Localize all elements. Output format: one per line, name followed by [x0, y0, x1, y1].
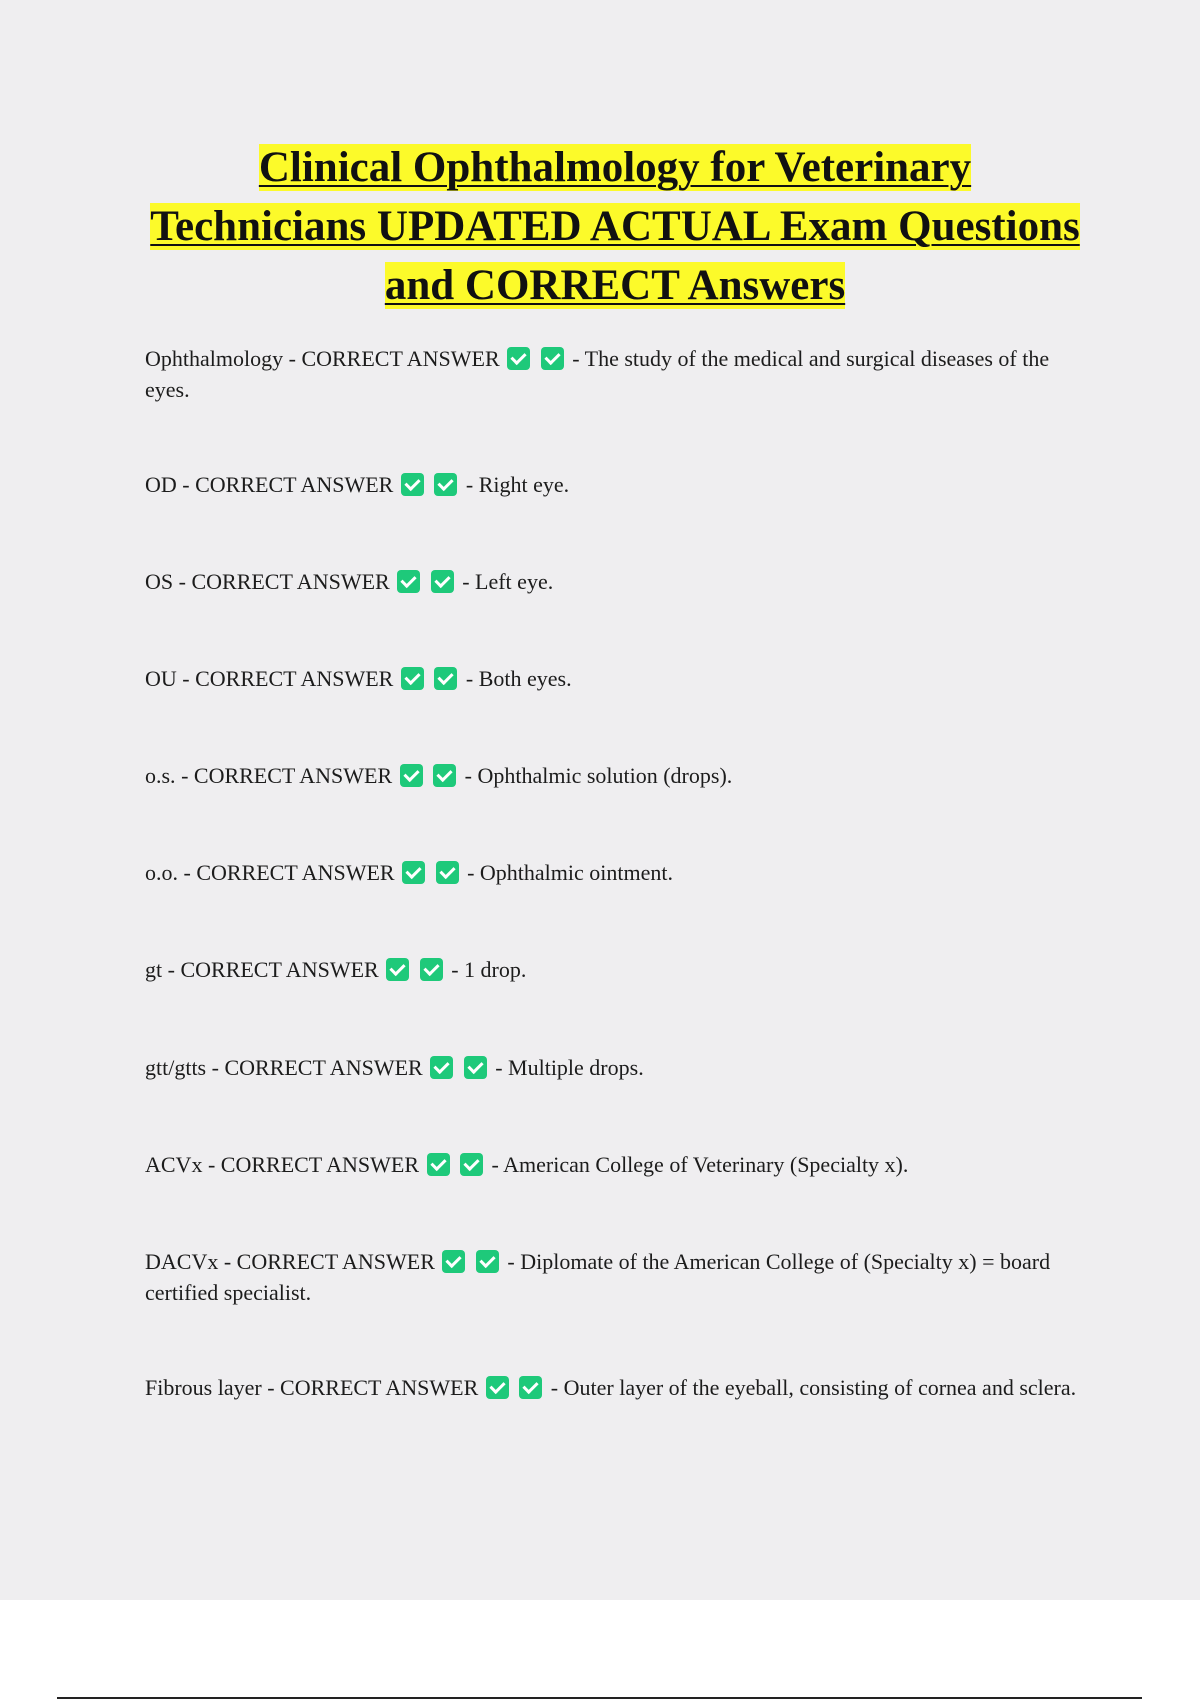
check-mark-icon — [433, 764, 456, 787]
entry-definition: Both eyes. — [478, 666, 572, 691]
check-mark-icon — [460, 1153, 483, 1176]
answer-marker: CORRECT ANSWER — [191, 569, 390, 594]
entry-definition: American College of Veterinary (Specialty x). — [503, 1152, 909, 1177]
answer-marker: CORRECT ANSWER — [180, 957, 379, 982]
answer-marker: CORRECT ANSWER — [196, 860, 395, 885]
entry-definition: The study of the medical and surgical diseases of the eyes. — [145, 346, 1050, 402]
qa-entry: gt - CORRECT ANSWER - 1 drop. — [145, 957, 527, 982]
entry-definition: Multiple drops. — [508, 1055, 644, 1080]
check-mark-icon — [400, 764, 423, 787]
qa-entry: ACVx - CORRECT ANSWER - American College of Veterinary (Specialty x). — [145, 1152, 909, 1177]
entry-term: o.o. — [145, 860, 178, 885]
check-mark-icon — [427, 1153, 450, 1176]
check-mark-icon — [519, 1376, 542, 1399]
qa-entry: Ophthalmology - CORRECT ANSWER - The study of the medical and surgical diseases of the eyes. — [145, 346, 1050, 402]
entry-term: OD — [145, 472, 177, 497]
check-mark-icon — [464, 1056, 487, 1079]
entry-term: gt — [145, 957, 163, 982]
answer-marker: CORRECT ANSWER — [195, 472, 394, 497]
answer-marker: CORRECT ANSWER — [280, 1375, 479, 1400]
check-mark-icon — [401, 473, 424, 496]
check-mark-icon — [420, 958, 443, 981]
qa-entry: OU - CORRECT ANSWER - Both eyes. — [145, 666, 572, 691]
entry-term: Fibrous layer — [145, 1375, 262, 1400]
check-mark-icon — [442, 1250, 465, 1273]
qa-entry: DACVx - CORRECT ANSWER - Diplomate of the American College of (Specialty x) = board certified specialist. — [145, 1249, 1051, 1305]
entry-term: gtt/gtts — [145, 1055, 207, 1080]
check-mark-icon — [430, 1056, 453, 1079]
answer-marker: CORRECT ANSWER — [224, 1055, 423, 1080]
entry-term: ACVx — [145, 1152, 203, 1177]
check-mark-icon — [402, 861, 425, 884]
qa-entry: o.s. - CORRECT ANSWER - Ophthalmic solution (drops). — [145, 763, 733, 788]
check-mark-icon — [434, 667, 457, 690]
check-mark-icon — [397, 570, 420, 593]
answer-marker: CORRECT ANSWER — [301, 346, 500, 371]
qa-list — [145, 343, 1090, 1403]
check-mark-icon — [486, 1376, 509, 1399]
qa-entry: o.o. - CORRECT ANSWER - Ophthalmic ointment. — [145, 860, 673, 885]
answer-marker: CORRECT ANSWER — [236, 1249, 435, 1274]
entry-term: OS — [145, 569, 174, 594]
entry-term: OU — [145, 666, 177, 691]
entry-definition: Left eye. — [475, 569, 554, 594]
entry-definition: Outer layer of the eyeball, consisting of cornea and sclera. — [563, 1375, 1077, 1400]
qa-entry: OD - CORRECT ANSWER - Right eye. — [145, 472, 570, 497]
answer-marker: CORRECT ANSWER — [193, 763, 393, 788]
check-mark-icon — [434, 473, 457, 496]
answer-marker: CORRECT ANSWER — [195, 666, 394, 691]
entry-definition: Diplomate of the American College of (Specialty x) = board certified specialist. — [145, 1249, 1051, 1305]
entry-definition: 1 drop. — [464, 957, 527, 982]
check-mark-icon — [386, 958, 409, 981]
check-mark-icon — [541, 347, 564, 370]
qa-entry: gtt/gtts - CORRECT ANSWER - Multiple drops. — [145, 1055, 644, 1080]
check-mark-icon — [431, 570, 454, 593]
footer-divider — [57, 1697, 1142, 1699]
document-title — [150, 138, 1080, 315]
qa-entry: Fibrous layer - CORRECT ANSWER - Outer layer of the eyeball, consisting of cornea and sclera. — [145, 1375, 1077, 1400]
qa-entry: OS - CORRECT ANSWER - Left eye. — [145, 569, 554, 594]
document-title-text: Clinical Ophthalmology for Veterinary Technicians UPDATED ACTUAL Exam Questions and CORRECT Answers — [150, 144, 1080, 309]
entry-term: o.s. — [145, 763, 176, 788]
check-mark-icon — [436, 861, 459, 884]
entry-definition: Ophthalmic solution (drops). — [477, 763, 733, 788]
answer-marker: CORRECT ANSWER — [220, 1152, 420, 1177]
check-mark-icon — [476, 1250, 499, 1273]
entry-definition: Right eye. — [478, 472, 570, 497]
entry-term: DACVx — [145, 1249, 219, 1274]
entry-term: Ophthalmology — [145, 346, 284, 371]
entry-definition: Ophthalmic ointment. — [479, 860, 673, 885]
check-mark-icon — [401, 667, 424, 690]
check-mark-icon — [507, 347, 530, 370]
